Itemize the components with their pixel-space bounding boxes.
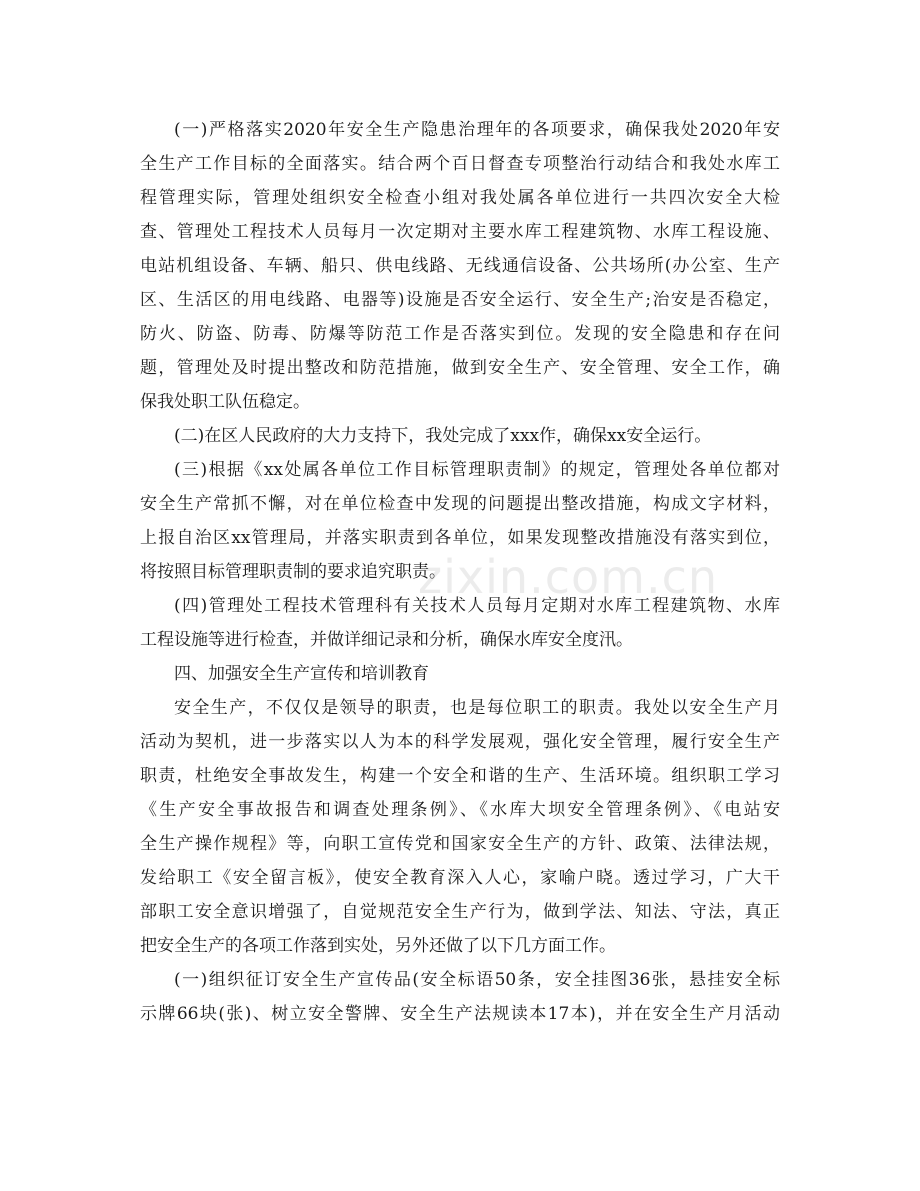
text-line: (一)组织征订安全生产宣传品(安全标语50条，安全挂图36张，悬挂安全标 (174, 970, 780, 990)
text-line: 查、管理处工程技术人员每月一次定期对主要水库工程建筑物、水库工程设施、 (140, 222, 780, 242)
text-line: 示牌66块(张)、树立安全警牌、安全生产法规读本17本)，并在安全生产月活动 (140, 1004, 780, 1024)
text-line: 部职工安全意识增强了，自觉规范安全生产行为，做到学法、知法、守法，真正 (140, 902, 780, 922)
text-line: 安全生产，不仅仅是领导的职责，也是每位职工的职责。我处以安全生产月 (174, 698, 780, 718)
text-line: (四)管理处工程技术管理科有关技术人员每月定期对水库工程建筑物、水库 (174, 596, 780, 616)
text-line: 安全生产常抓不懈，对在单位检查中发现的问题提出整改措施，构成文字材料， (140, 494, 780, 514)
text-line: (二)在区人民政府的大力支持下，我处完成了xxx作，确保xx安全运行。 (174, 426, 712, 446)
text-line: 程管理实际，管理处组织安全检查小组对我处属各单位进行一共四次安全大检 (140, 188, 780, 208)
text-line: 全生产工作目标的全面落实。结合两个百日督查专项整治行动结合和我处水库工 (140, 154, 780, 174)
text-line: 职责，杜绝安全事故发生，构建一个安全和谐的生产、生活环境。组织职工学习 (140, 766, 780, 786)
text-line: (三)根据《xx处属各单位工作目标管理职责制》的规定，管理处各单位都对 (174, 460, 780, 480)
watermark-text: zixin.com.cn (418, 550, 719, 604)
text-line: 全生产操作规程》等，向职工宣传党和国家安全生产的方针、政策、法律法规， (140, 834, 780, 854)
text-line: 上报自治区xx管理局，并落实职责到各单位，如果发现整改措施没有落实到位， (140, 528, 780, 548)
text-line: 保我处职工队伍稳定。 (140, 392, 310, 412)
text-line: 题，管理处及时提出整改和防范措施，做到安全生产、安全管理、安全工作，确 (140, 358, 780, 378)
text-line: 将按照目标管理职责制的要求追究职责。 (140, 562, 446, 582)
text-line: 四、加强安全生产宣传和培训教育 (174, 664, 429, 684)
text-line: 电站机组设备、车辆、船只、供电线路、无线通信设备、公共场所(办公室、生产 (140, 256, 780, 276)
text-line: 防火、防盗、防毒、防爆等防范工作是否落实到位。发现的安全隐患和存在问 (140, 324, 780, 344)
text-line: 活动为契机，进一步落实以人为本的科学发展观，强化安全管理，履行安全生产 (140, 732, 780, 752)
text-line: (一)严格落实2020年安全生产隐患治理年的各项要求，确保我处2020年安 (174, 120, 780, 140)
text-line: 发给职工《安全留言板》，使安全教育深入人心，家喻户晓。透过学习，广大干 (140, 868, 780, 888)
text-line: 把安全生产的各项工作落到实处，另外还做了以下几方面工作。 (140, 936, 616, 956)
text-line: 区、生活区的用电线路、电器等)设施是否安全运行、安全生产;治安是否稳定， (140, 290, 780, 310)
text-line: 工程设施等进行检查，并做详细记录和分析，确保水库安全度汛。 (140, 630, 633, 650)
document-body (140, 113, 780, 1031)
text-line: 《生产安全事故报告和调查处理条例》、《水库大坝安全管理条例》、《电站安 (140, 800, 780, 820)
